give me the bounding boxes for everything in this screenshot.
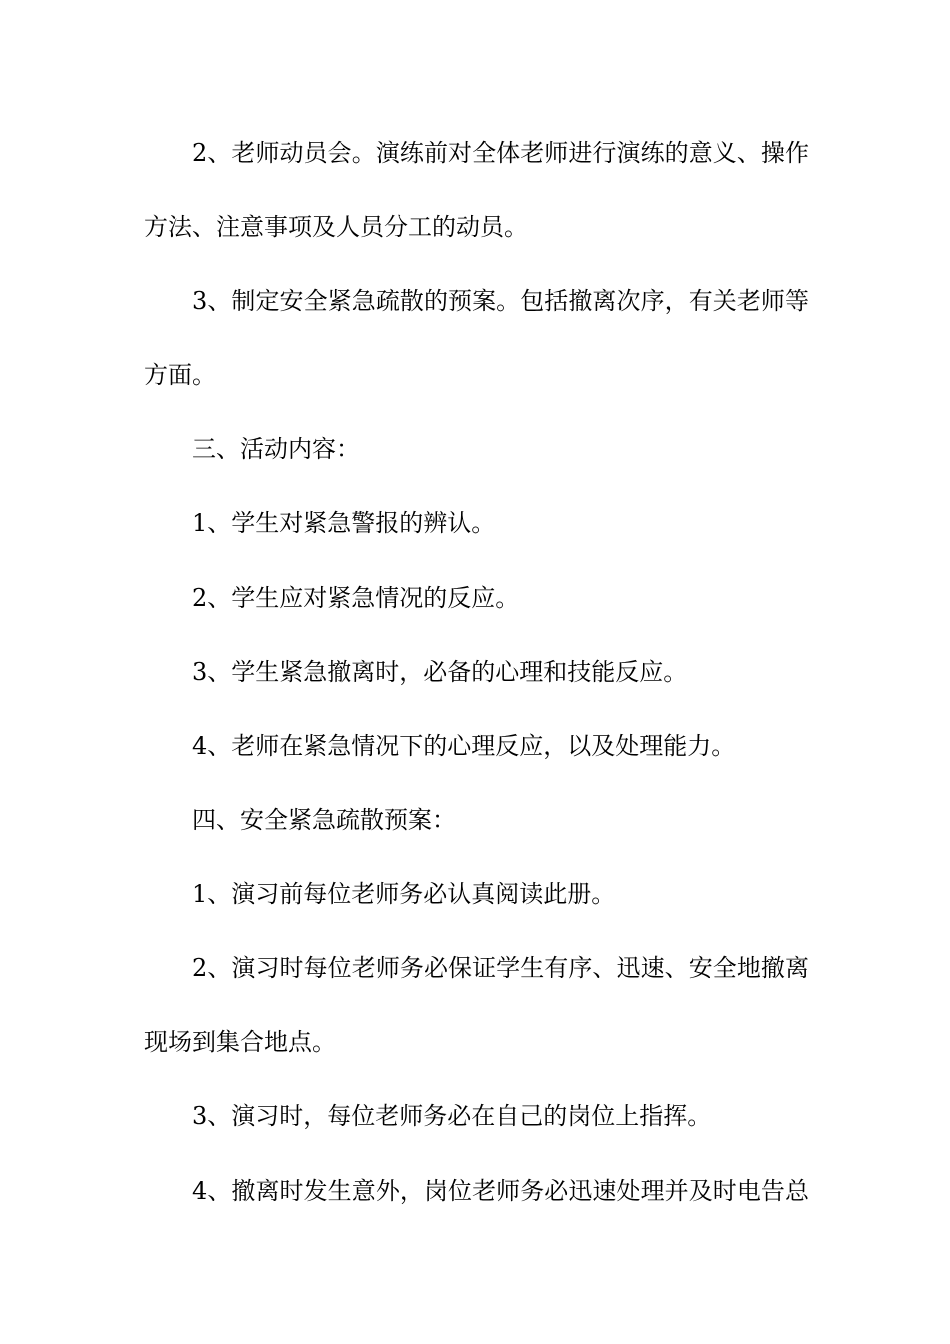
paragraph-line: 方面。 bbox=[144, 361, 216, 389]
paragraph-line: 2、老师动员会。演练前对全体老师进行演练的意义、操作 bbox=[192, 139, 809, 167]
paragraph-line: 2、演习时每位老师务必保证学生有序、迅速、安全地撤离 bbox=[192, 954, 809, 982]
section-heading: 三、活动内容： bbox=[192, 435, 360, 463]
paragraph-line: 3、学生紧急撤离时，必备的心理和技能反应。 bbox=[192, 658, 688, 686]
paragraph-line: 方法、注意事项及人员分工的动员。 bbox=[144, 213, 528, 241]
paragraph-line: 4、老师在紧急情况下的心理反应，以及处理能力。 bbox=[192, 732, 736, 760]
paragraph-line: 1、演习前每位老师务必认真阅读此册。 bbox=[192, 880, 616, 908]
paragraph-line: 3、制定安全紧急疏散的预案。包括撤离次序，有关老师等 bbox=[192, 287, 809, 315]
paragraph-line: 1、学生对紧急警报的辨认。 bbox=[192, 509, 496, 537]
paragraph-line: 现场到集合地点。 bbox=[144, 1028, 336, 1056]
paragraph-line: 2、学生应对紧急情况的反应。 bbox=[192, 584, 520, 612]
paragraph-line: 4、撤离时发生意外，岗位老师务必迅速处理并及时电告总 bbox=[192, 1177, 809, 1205]
section-heading: 四、安全紧急疏散预案： bbox=[192, 806, 456, 834]
paragraph-line: 3、演习时，每位老师务必在自己的岗位上指挥。 bbox=[192, 1102, 712, 1130]
